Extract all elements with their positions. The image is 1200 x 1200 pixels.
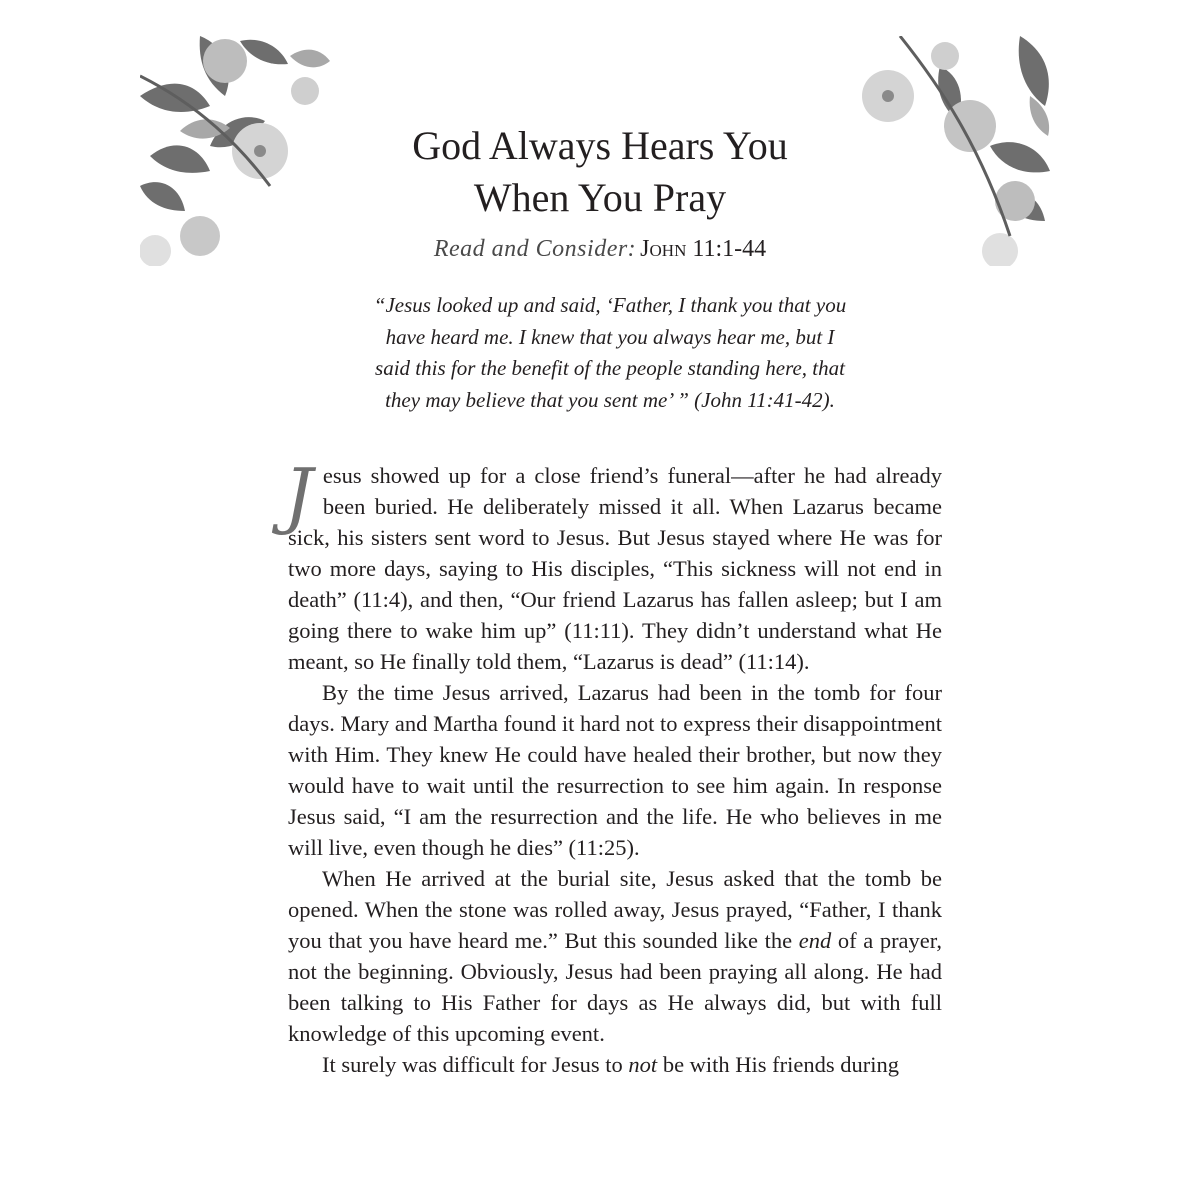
- verse-line: they may believe that you sent me’ ” (John 11:41-42).: [385, 387, 835, 412]
- verse-line: “Jesus looked up and said, ‘Father, I thank you that you: [373, 293, 847, 317]
- drop-cap: J: [284, 453, 313, 537]
- emphasis-text: end: [798, 928, 832, 953]
- reading-reference: [290, 236, 910, 263]
- paragraph-text: It surely was difficult for Jesus to: [322, 1052, 629, 1077]
- emphasis-text: not: [628, 1052, 658, 1077]
- page-title: [290, 120, 910, 224]
- paragraph-text: be with His friends during: [657, 1052, 900, 1077]
- title-line-2: When You Pray: [473, 175, 727, 220]
- verse-line: said this for the benefit of the people standing here, that: [375, 356, 845, 380]
- reading-label: Read and Consider:: [433, 236, 637, 262]
- key-verse: [320, 290, 900, 416]
- body-paragraph: [288, 863, 942, 1049]
- verse-line: have heard me. I knew that you always hear me, but I: [385, 324, 835, 349]
- paragraph-text: esus showed up for a close friend’s funeral—after he had already been buried. He deliberately missed it all. When Lazarus became sick, his sisters sent word to Jesus. But Jesus stayed where He was for two more days, saying to His disciples, “This sickness will not end in death” (11:4), and then, “Our friend Lazarus has fallen asleep; but I am going there to wake him up” (11:11). They didn’t understand what He meant, so He finally told them, “Lazarus is dead” (11:14).: [288, 463, 942, 674]
- title-line-1: God Always Hears You: [412, 123, 788, 168]
- body-paragraph: By the time Jesus arrived, Lazarus had been in the tomb for four days. Mary and Martha found it hard not to express their disappointment with Him. They knew He could have healed their brother, but now they would have to wait until the resurrection to see him again. In response Jesus said, “I am the resurrection and the life. He who believes in me will live, even though he dies” (11:25).: [288, 680, 942, 860]
- paragraph-text: of a prayer, not the beginning. Obviously, Jesus had been praying all along. He had been talking to His Father for days as He always did, but with full knowledge of this upcoming event.: [288, 928, 942, 1046]
- devotional-body: [284, 453, 942, 1080]
- paragraph-text: When He arrived at the burial site, Jesus asked that the tomb be opened. When the stone was rolled away, Jesus prayed, “Father, I thank you that you have heard me.” But this sounded like the: [288, 866, 942, 953]
- body-paragraph: [288, 1049, 942, 1080]
- body-paragraph: [284, 453, 942, 677]
- reading-passage: John 11:1-44: [640, 236, 767, 262]
